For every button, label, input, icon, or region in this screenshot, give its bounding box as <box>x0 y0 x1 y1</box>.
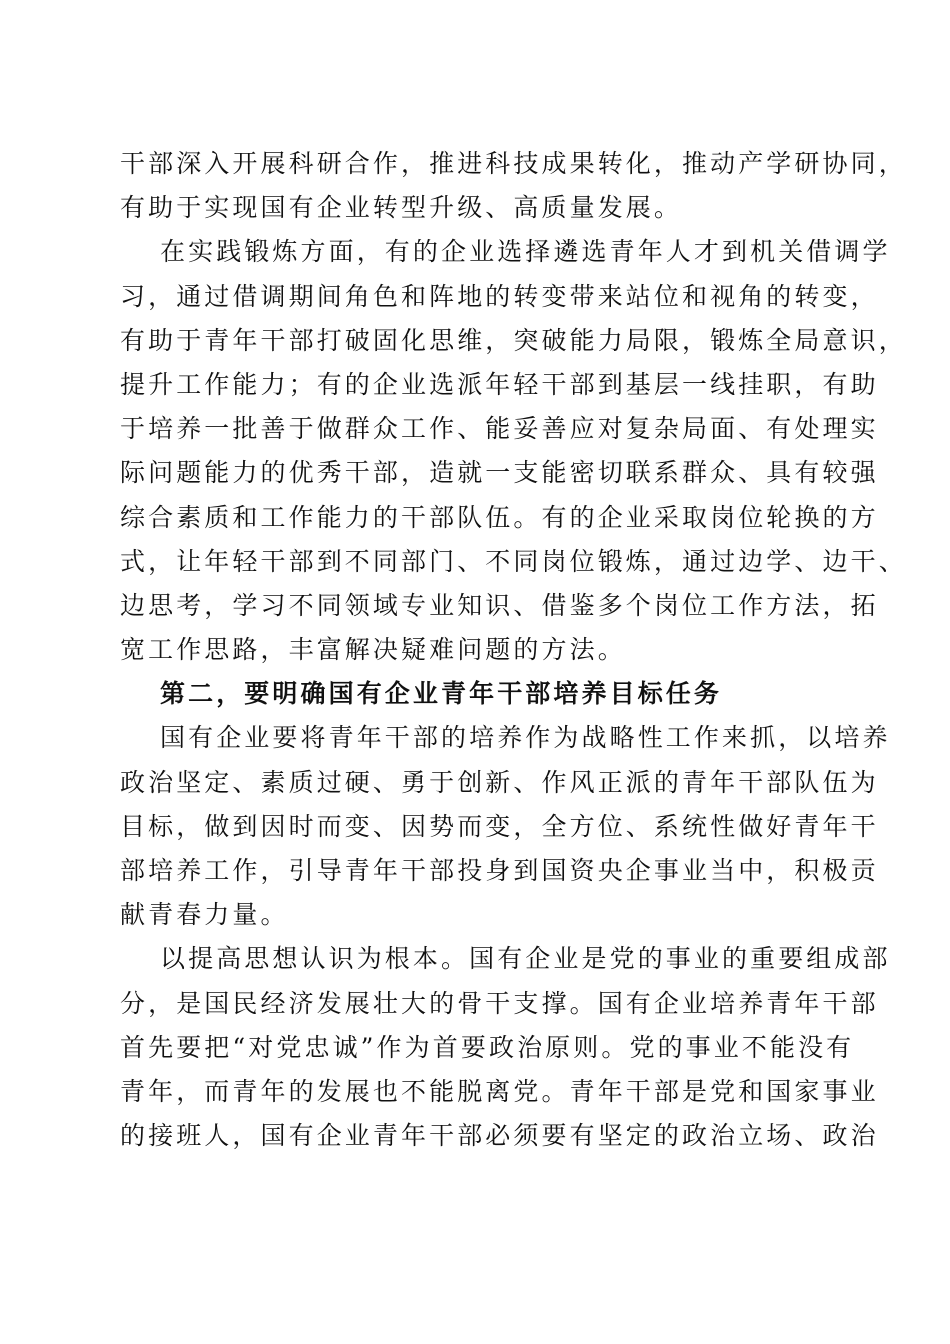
section-heading: 第二，要明确国有企业青年干部培养目标任务 <box>160 679 723 709</box>
text-line: 首先要把“对党忠诚”作为首要政治原则。党的事业不能没有 <box>120 1032 855 1062</box>
text-line: 宽工作思路，丰富解决疑难问题的方法。 <box>120 635 626 665</box>
text-line: 边思考，学习不同领域专业知识、借鉴多个岗位工作方法，拓 <box>120 590 879 620</box>
text-line: 分，是国民经济发展壮大的骨干支撑。国有企业培养青年干部 <box>120 988 879 1018</box>
text-line: 部培养工作，引导青年干部投身到国资央企事业当中，积极贡 <box>120 856 879 885</box>
text-line: 献青春力量。 <box>120 900 289 930</box>
text-line: 综合素质和工作能力的干部队伍。有的企业采取岗位轮换的方 <box>120 502 879 532</box>
text-line: 干部深入开展科研合作，推进科技成果转化，推动产学研协同， <box>120 149 907 178</box>
text-line: 有助于青年干部打破固化思维，突破能力局限，锻炼全局意识， <box>120 325 907 355</box>
text-line: 式，让年轻干部到不同部门、不同岗位锻炼，通过边学、边干、 <box>120 546 907 576</box>
text-line: 习，通过借调期间角色和阵地的转变带来站位和视角的转变， <box>120 281 879 311</box>
text-line: 的接班人，国有企业青年干部必须要有坚定的政治立场、政治 <box>120 1121 879 1151</box>
text-line: 际问题能力的优秀干部，造就一支能密切联系群众、具有较强 <box>120 458 879 488</box>
text-line: 政治坚定、素质过硬、勇于创新、作风正派的青年干部队伍为 <box>120 767 879 797</box>
text-line: 目标，做到因时而变、因势而变，全方位、系统性做好青年干 <box>120 811 879 841</box>
paragraph-start-line: 国有企业要将青年干部的培养作为战略性工作来抓，以培养 <box>160 723 891 753</box>
text-line: 有助于实现国有企业转型升级、高质量发展。 <box>120 193 683 223</box>
document-body <box>120 142 907 1158</box>
paragraph-start-line: 以提高思想认识为根本。国有企业是党的事业的重要组成部 <box>160 944 891 974</box>
paragraph-start-line: 在实践锻炼方面，有的企业选择遴选青年人才到机关借调学 <box>160 237 891 267</box>
text-line: 青年，而青年的发展也不能脱离党。青年干部是党和国家事业 <box>120 1076 879 1106</box>
text-line: 提升工作能力；有的企业选派年轻干部到基层一线挂职，有助 <box>120 369 879 399</box>
text-line: 于培养一批善于做群众工作、能妥善应对复杂局面、有处理实 <box>120 414 879 444</box>
